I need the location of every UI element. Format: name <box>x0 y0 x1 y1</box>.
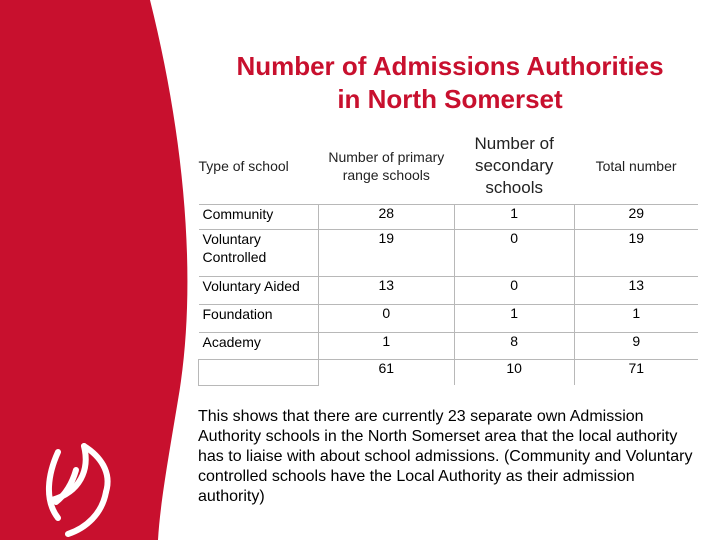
header-primary: Number of primary range schools <box>328 148 445 183</box>
total-secondary: 10 <box>454 359 574 385</box>
row-secondary: 8 <box>454 332 574 359</box>
row-type: Academy <box>199 332 319 359</box>
row-primary: 1 <box>318 332 454 359</box>
header-total: Total number <box>595 157 677 174</box>
header-secondary: Number of secondary schools <box>474 133 554 197</box>
row-type: Voluntary Aided <box>199 276 319 304</box>
total-primary: 61 <box>318 359 454 385</box>
row-primary: 19 <box>318 229 454 276</box>
row-type: Community <box>199 204 319 229</box>
row-secondary: 0 <box>454 276 574 304</box>
title-line-2: in North Somerset <box>337 84 563 114</box>
table-row <box>199 276 699 304</box>
row-secondary: 0 <box>454 229 574 276</box>
totals-row <box>199 359 699 385</box>
table-row <box>199 304 699 332</box>
admissions-table <box>198 128 698 386</box>
row-primary: 13 <box>318 276 454 304</box>
header-row <box>199 128 699 204</box>
table-row <box>199 204 699 229</box>
row-secondary: 1 <box>454 204 574 229</box>
row-secondary: 1 <box>454 304 574 332</box>
explanation-paragraph: This shows that there are currently 23 separate own Admission Authority schools in the North Somerset area that the local authority has to liaise with about school admissions. (Community and Voluntary controlled schools have the Local Authority as their admission authority) <box>198 408 693 505</box>
totals-label-blank <box>199 359 319 385</box>
row-total: 13 <box>574 276 698 304</box>
row-total: 19 <box>574 229 698 276</box>
row-primary: 0 <box>318 304 454 332</box>
title-line-1: Number of Admissions Authorities <box>236 51 664 81</box>
slide-title <box>200 50 700 116</box>
row-primary: 28 <box>318 204 454 229</box>
row-type: Voluntary Controlled <box>199 229 319 276</box>
row-type: Foundation <box>199 304 319 332</box>
sidebar-wave <box>0 0 187 540</box>
row-total: 1 <box>574 304 698 332</box>
total-total: 71 <box>574 359 698 385</box>
row-total: 29 <box>574 204 698 229</box>
table-row <box>199 332 699 359</box>
row-total: 9 <box>574 332 698 359</box>
table-row <box>199 229 699 276</box>
header-type: Type of school <box>198 157 289 174</box>
